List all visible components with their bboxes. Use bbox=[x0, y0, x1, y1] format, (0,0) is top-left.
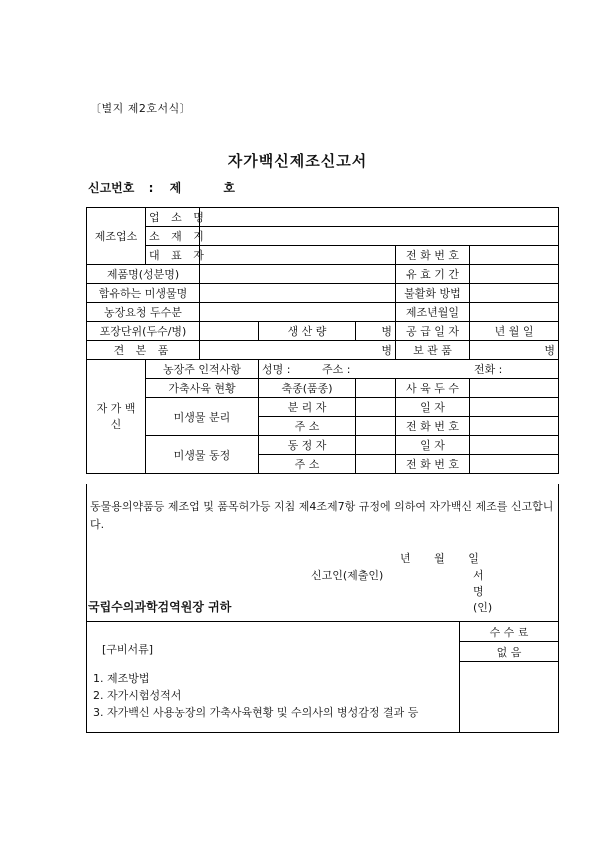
vaccine-group-label: 자 가 백 신 bbox=[87, 360, 146, 474]
manufacture-date-field[interactable] bbox=[470, 303, 559, 322]
head-count-label: 사 육 두 수 bbox=[396, 379, 470, 398]
report-number-line bbox=[88, 179, 235, 196]
documents-heading: [구비서류] bbox=[102, 643, 154, 656]
species-label: 축종(품종) bbox=[259, 379, 356, 398]
pack-unit-label: 포장단위(두수/병) bbox=[87, 322, 200, 341]
supply-date-field[interactable]: 년 월 일 bbox=[470, 322, 559, 341]
signature-label[interactable]: 서명(인) bbox=[473, 569, 493, 614]
business-phone-field[interactable] bbox=[470, 246, 559, 265]
sample-field[interactable]: 병 bbox=[200, 341, 396, 360]
identification-phone-field[interactable] bbox=[470, 455, 559, 474]
representative-label: 대 표 자 bbox=[146, 246, 200, 265]
microbe-field[interactable] bbox=[200, 284, 396, 303]
farm-request-field[interactable] bbox=[200, 303, 396, 322]
identifier-field[interactable] bbox=[356, 436, 396, 455]
production-label: 생 산 량 bbox=[259, 322, 356, 341]
owner-name-label: 성명 : bbox=[262, 363, 291, 376]
document-item: 3. 자가백신 사용농장의 가축사육현황 및 수의사의 병성감정 결과 등 bbox=[93, 706, 419, 719]
isolation-address-label: 주 소 bbox=[259, 417, 356, 436]
identification-address-field[interactable] bbox=[356, 455, 396, 474]
owner-info-label: 농장주 인적사항 bbox=[146, 360, 259, 379]
document-item: 2. 자가시험성적서 bbox=[93, 689, 182, 702]
isolation-date-field[interactable] bbox=[470, 398, 559, 417]
owner-phone-label: 전화 : bbox=[473, 363, 503, 376]
report-number-colon: : bbox=[148, 181, 154, 195]
report-number-label: 신고번호 bbox=[88, 181, 135, 195]
report-number-suffix: 호 bbox=[223, 181, 235, 195]
addressee: 국립수의과학검역원장 귀하 bbox=[88, 600, 232, 614]
supply-date-label: 공 급 일 자 bbox=[396, 322, 470, 341]
sample-label: 견 본 품 bbox=[87, 341, 200, 360]
declarant-label: 신고인(제출인) bbox=[311, 569, 384, 582]
fee-empty-cell bbox=[460, 662, 559, 733]
isolation-address-field[interactable] bbox=[356, 417, 396, 436]
signature-line bbox=[311, 567, 493, 614]
storage-field[interactable]: 병 bbox=[470, 341, 559, 360]
business-address-field[interactable] bbox=[200, 227, 559, 246]
owner-info-field[interactable] bbox=[259, 360, 559, 379]
product-name-field[interactable] bbox=[200, 265, 396, 284]
isolation-phone-field[interactable] bbox=[470, 417, 559, 436]
manufacture-date-label: 제조년월일 bbox=[396, 303, 470, 322]
business-phone-label: 전 화 번 호 bbox=[396, 246, 470, 265]
declaration-statement: 동물용의약품등 제조업 및 품목허가등 지침 제4조제7항 규정에 의하여 자가백신 제조를 신고합니다. bbox=[90, 500, 554, 531]
declaration-form-table bbox=[86, 207, 559, 474]
fee-label: 수 수 료 bbox=[460, 622, 559, 642]
business-name-label: 업 소 명 bbox=[146, 208, 200, 227]
storage-label: 보 관 품 bbox=[396, 341, 470, 360]
identification-phone-label: 전 화 번 호 bbox=[396, 455, 470, 474]
form-reference: 〔별지 제2호서식〕 bbox=[90, 102, 192, 115]
business-name-field[interactable] bbox=[200, 208, 559, 227]
isolator-label: 분 리 자 bbox=[259, 398, 356, 417]
isolation-date-label: 일 자 bbox=[396, 398, 470, 417]
inactivation-field[interactable] bbox=[470, 284, 559, 303]
inactivation-label: 불활화 방법 bbox=[396, 284, 470, 303]
identification-label: 미생물 동정 bbox=[146, 436, 259, 474]
pack-unit-field[interactable] bbox=[200, 322, 259, 341]
isolator-field[interactable] bbox=[356, 398, 396, 417]
representative-field[interactable] bbox=[200, 246, 396, 265]
farm-request-label: 농장요청 두수분 bbox=[87, 303, 200, 322]
identification-date-label: 일 자 bbox=[396, 436, 470, 455]
fee-value: 없 음 bbox=[460, 642, 559, 662]
business-group-label: 제조업소 bbox=[87, 208, 146, 265]
head-count-field[interactable] bbox=[470, 379, 559, 398]
business-address-label: 소 재 지 bbox=[146, 227, 200, 246]
report-number-prefix: 제 bbox=[169, 181, 182, 195]
identification-date-field[interactable] bbox=[470, 436, 559, 455]
owner-address-label: 주소 : bbox=[321, 363, 351, 376]
validity-label: 유 효 기 간 bbox=[396, 265, 470, 284]
livestock-status-label: 가축사육 현황 bbox=[146, 379, 259, 398]
identifier-label: 동 정 자 bbox=[259, 436, 356, 455]
isolation-phone-label: 전 화 번 호 bbox=[396, 417, 470, 436]
product-name-label: 제품명(성분명) bbox=[87, 265, 200, 284]
identification-address-label: 주 소 bbox=[259, 455, 356, 474]
document-item: 1. 제조방법 bbox=[93, 672, 150, 685]
species-field[interactable] bbox=[356, 379, 396, 398]
production-field[interactable]: 병 bbox=[356, 322, 396, 341]
validity-field[interactable] bbox=[470, 265, 559, 284]
document-title: 자가백신제조신고서 bbox=[227, 152, 368, 170]
declaration-date[interactable]: 년 월 일 bbox=[400, 552, 479, 565]
isolation-label: 미생물 분리 bbox=[146, 398, 259, 436]
microbe-label: 함유하는 미생물명 bbox=[87, 284, 200, 303]
